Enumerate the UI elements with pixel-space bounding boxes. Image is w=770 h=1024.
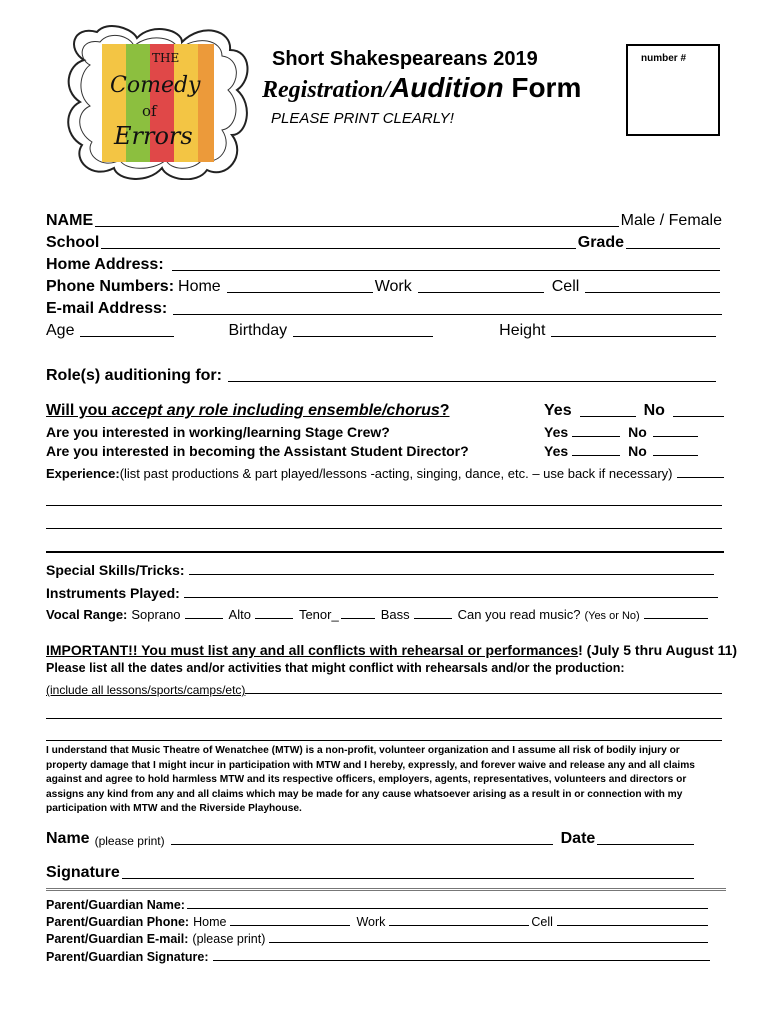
guardian-work-field[interactable]: [389, 924, 529, 926]
guardian-home-label: Home: [193, 915, 227, 929]
q1-yes-label: Yes: [544, 402, 572, 419]
tenor-field[interactable]: [341, 617, 375, 619]
bass-label: Bass: [380, 607, 410, 622]
sign-name-hint: (please print): [94, 834, 165, 848]
instruments-row: [46, 585, 720, 601]
q3-no-field[interactable]: [653, 454, 698, 456]
date-label: Date: [560, 830, 596, 847]
alto-label: Alto: [228, 607, 251, 622]
svg-text:Comedy: Comedy: [110, 73, 201, 98]
school-field[interactable]: [101, 247, 575, 249]
form-subtitle: [262, 72, 581, 104]
sign-name-field[interactable]: [171, 843, 553, 845]
q1-answer: [544, 402, 726, 420]
phone-label: Phone Numbers:: [46, 278, 175, 295]
guardian-work-label: Work: [356, 915, 386, 929]
birthday-label: Birthday: [228, 322, 288, 339]
q1-b: accept any role including ensemble/chorus: [111, 402, 440, 419]
number-label: number #: [641, 53, 687, 64]
waiver-text: I understand that Music Theatre of Wenatchee (MTW) is a non-profit, volunteer organization and I assume all risk of bodily injury or property damage that I might incur in participation with MTW and I hereby, expressly, and forever waive and release any and all claims against and agree to hold harmless MTW and its respective officers, employers, agents, representatives, volunteers and directors or assigns any kind from any and all claims which may be made for any cause whatsoever arising as a result in or connection with my participation with MTW and the Riverside Playhouse.: [46, 745, 695, 815]
phone-work-field[interactable]: [418, 291, 544, 293]
guardian-email-label: Parent/Guardian E-mail:: [46, 932, 189, 946]
grade-field[interactable]: [626, 247, 720, 249]
q1-a: Will you: [46, 402, 112, 419]
conflicts-field[interactable]: [245, 692, 722, 694]
phone-cell-label: Cell: [551, 278, 580, 295]
age-label: Age: [46, 322, 75, 339]
conflicts-instructions: Please list all the dates and/or activities that might conflict with rehearsals and/or the production:: [46, 661, 625, 675]
phone-home-field[interactable]: [227, 291, 373, 293]
alto-field[interactable]: [255, 617, 293, 619]
guardian-divider: [46, 888, 726, 891]
q1-no-field[interactable]: [673, 415, 724, 417]
guardian-phone-row: [46, 915, 710, 929]
home-address-label: Home Address:: [46, 256, 164, 273]
height-label: Height: [499, 322, 546, 339]
phone-row: [46, 278, 722, 296]
guardian-cell-label: Cell: [531, 915, 553, 929]
ensemble-question: [46, 402, 450, 420]
name-label: NAME: [46, 212, 94, 229]
email-label: E-mail Address:: [46, 300, 168, 317]
conflicts-line-3[interactable]: [46, 740, 722, 741]
soprano-label: Soprano: [131, 607, 181, 622]
experience-label: Experience:: [46, 466, 120, 481]
sign-name-label: Name: [46, 830, 90, 847]
q2-yes-label: Yes: [544, 424, 569, 440]
phone-cell-field[interactable]: [585, 291, 720, 293]
name-row: [46, 212, 722, 230]
q1-no-label: No: [643, 402, 665, 419]
guardian-cell-field[interactable]: [557, 924, 708, 926]
q2-no-field[interactable]: [653, 435, 698, 437]
tenor-label: Tenor_: [298, 607, 339, 622]
home-address-row: [46, 256, 722, 274]
signature-label: Signature: [46, 864, 120, 881]
signature-field[interactable]: [122, 877, 694, 879]
guardian-email-field[interactable]: [269, 941, 708, 943]
q2-answer: [544, 424, 700, 440]
instruments-label: Instruments Played:: [46, 585, 180, 601]
guardian-name-label: Parent/Guardian Name:: [46, 898, 185, 912]
asst-director-question: Are you interested in becoming the Assistant Student Director?: [46, 443, 469, 459]
comedy-of-errors-logo: [62, 20, 254, 180]
q3-no-label: No: [628, 443, 647, 459]
height-field[interactable]: [551, 335, 716, 337]
home-address-field[interactable]: [172, 269, 720, 271]
school-row: [46, 234, 722, 252]
conflicts-include: (include all lessons/sports/camps/etc): [46, 683, 246, 697]
q1-c: ?: [439, 402, 450, 419]
roles-row: [46, 367, 718, 385]
music-question: Can you read music?: [457, 607, 581, 622]
phone-home-label: Home: [178, 278, 221, 295]
guardian-email-hint: (please print): [192, 932, 266, 946]
guardian-signature-field[interactable]: [213, 959, 710, 961]
svg-text:THE: THE: [152, 51, 180, 65]
logo: [62, 20, 254, 180]
vocal-label: Vocal Range:: [46, 607, 128, 622]
gender-label[interactable]: Male / Female: [620, 212, 722, 229]
date-field[interactable]: [597, 843, 694, 845]
email-field[interactable]: [173, 313, 722, 315]
q2-yes-field[interactable]: [572, 435, 620, 437]
age-field[interactable]: [80, 335, 174, 337]
conflicts-heading: [46, 642, 737, 658]
guardian-name-row: [46, 898, 710, 912]
section-divider: [46, 551, 724, 553]
roles-label: Role(s) auditioning for:: [46, 367, 222, 384]
guardian-home-field[interactable]: [230, 924, 350, 926]
subtitle-form: Form: [503, 72, 582, 103]
email-row: [46, 300, 724, 318]
age-row: [46, 322, 718, 340]
guardian-signature-label: Parent/Guardian Signature:: [46, 950, 209, 964]
bass-field[interactable]: [414, 617, 452, 619]
phone-work-label: Work: [374, 278, 412, 295]
q1-yes-field[interactable]: [580, 415, 636, 417]
school-label: School: [46, 234, 100, 251]
guardian-email-row: [46, 932, 710, 946]
sign-name-row: [46, 830, 696, 848]
instruments-field[interactable]: [184, 596, 718, 598]
subtitle-audition: Audition: [390, 72, 504, 103]
important-text: IMPORTANT!! You must list any and all conflicts with rehearsal or performances: [46, 642, 579, 658]
conflicts-line-2[interactable]: [46, 718, 722, 719]
special-skills-label: Special Skills/Tricks:: [46, 562, 185, 578]
experience-line-2[interactable]: [46, 505, 722, 506]
conflicts-row: [46, 683, 724, 697]
special-skills-field[interactable]: [189, 573, 714, 575]
guardian-name-field[interactable]: [187, 907, 708, 909]
experience-line-3[interactable]: [46, 528, 722, 529]
print-clearly-note: PLEASE PRINT CLEARLY!: [271, 110, 454, 127]
number-box[interactable]: [626, 44, 720, 136]
music-hint: (Yes or No): [584, 610, 640, 622]
subtitle-registration: Registration/: [262, 77, 391, 103]
q3-answer: [544, 443, 700, 459]
stage-crew-question: Are you interested in working/learning Stage Crew?: [46, 424, 390, 440]
q3-yes-field[interactable]: [572, 454, 620, 456]
svg-text:of: of: [142, 102, 157, 120]
q3-yes-label: Yes: [544, 443, 569, 459]
guardian-phone-label: Parent/Guardian Phone:: [46, 915, 190, 929]
conflicts-dates: ! (July 5 thru August 11): [578, 642, 738, 658]
q2-no-label: No: [628, 424, 647, 440]
music-field[interactable]: [644, 617, 708, 619]
experience-row: [46, 466, 726, 481]
signature-row: [46, 864, 696, 882]
special-skills-row: [46, 562, 716, 578]
experience-field[interactable]: [677, 476, 725, 478]
roles-field[interactable]: [228, 380, 716, 382]
soprano-field[interactable]: [185, 617, 223, 619]
grade-label: Grade: [577, 234, 624, 251]
birthday-field[interactable]: [293, 335, 433, 337]
guardian-signature-row: [46, 950, 712, 964]
svg-text:Errors: Errors: [114, 122, 193, 150]
name-field[interactable]: [95, 225, 619, 227]
form-title: Short Shakespeareans 2019: [272, 48, 538, 70]
experience-text: (list past productions & part played/lessons -acting, singing, dance, etc. – use back if necessary): [119, 466, 673, 481]
vocal-row: [46, 607, 710, 622]
